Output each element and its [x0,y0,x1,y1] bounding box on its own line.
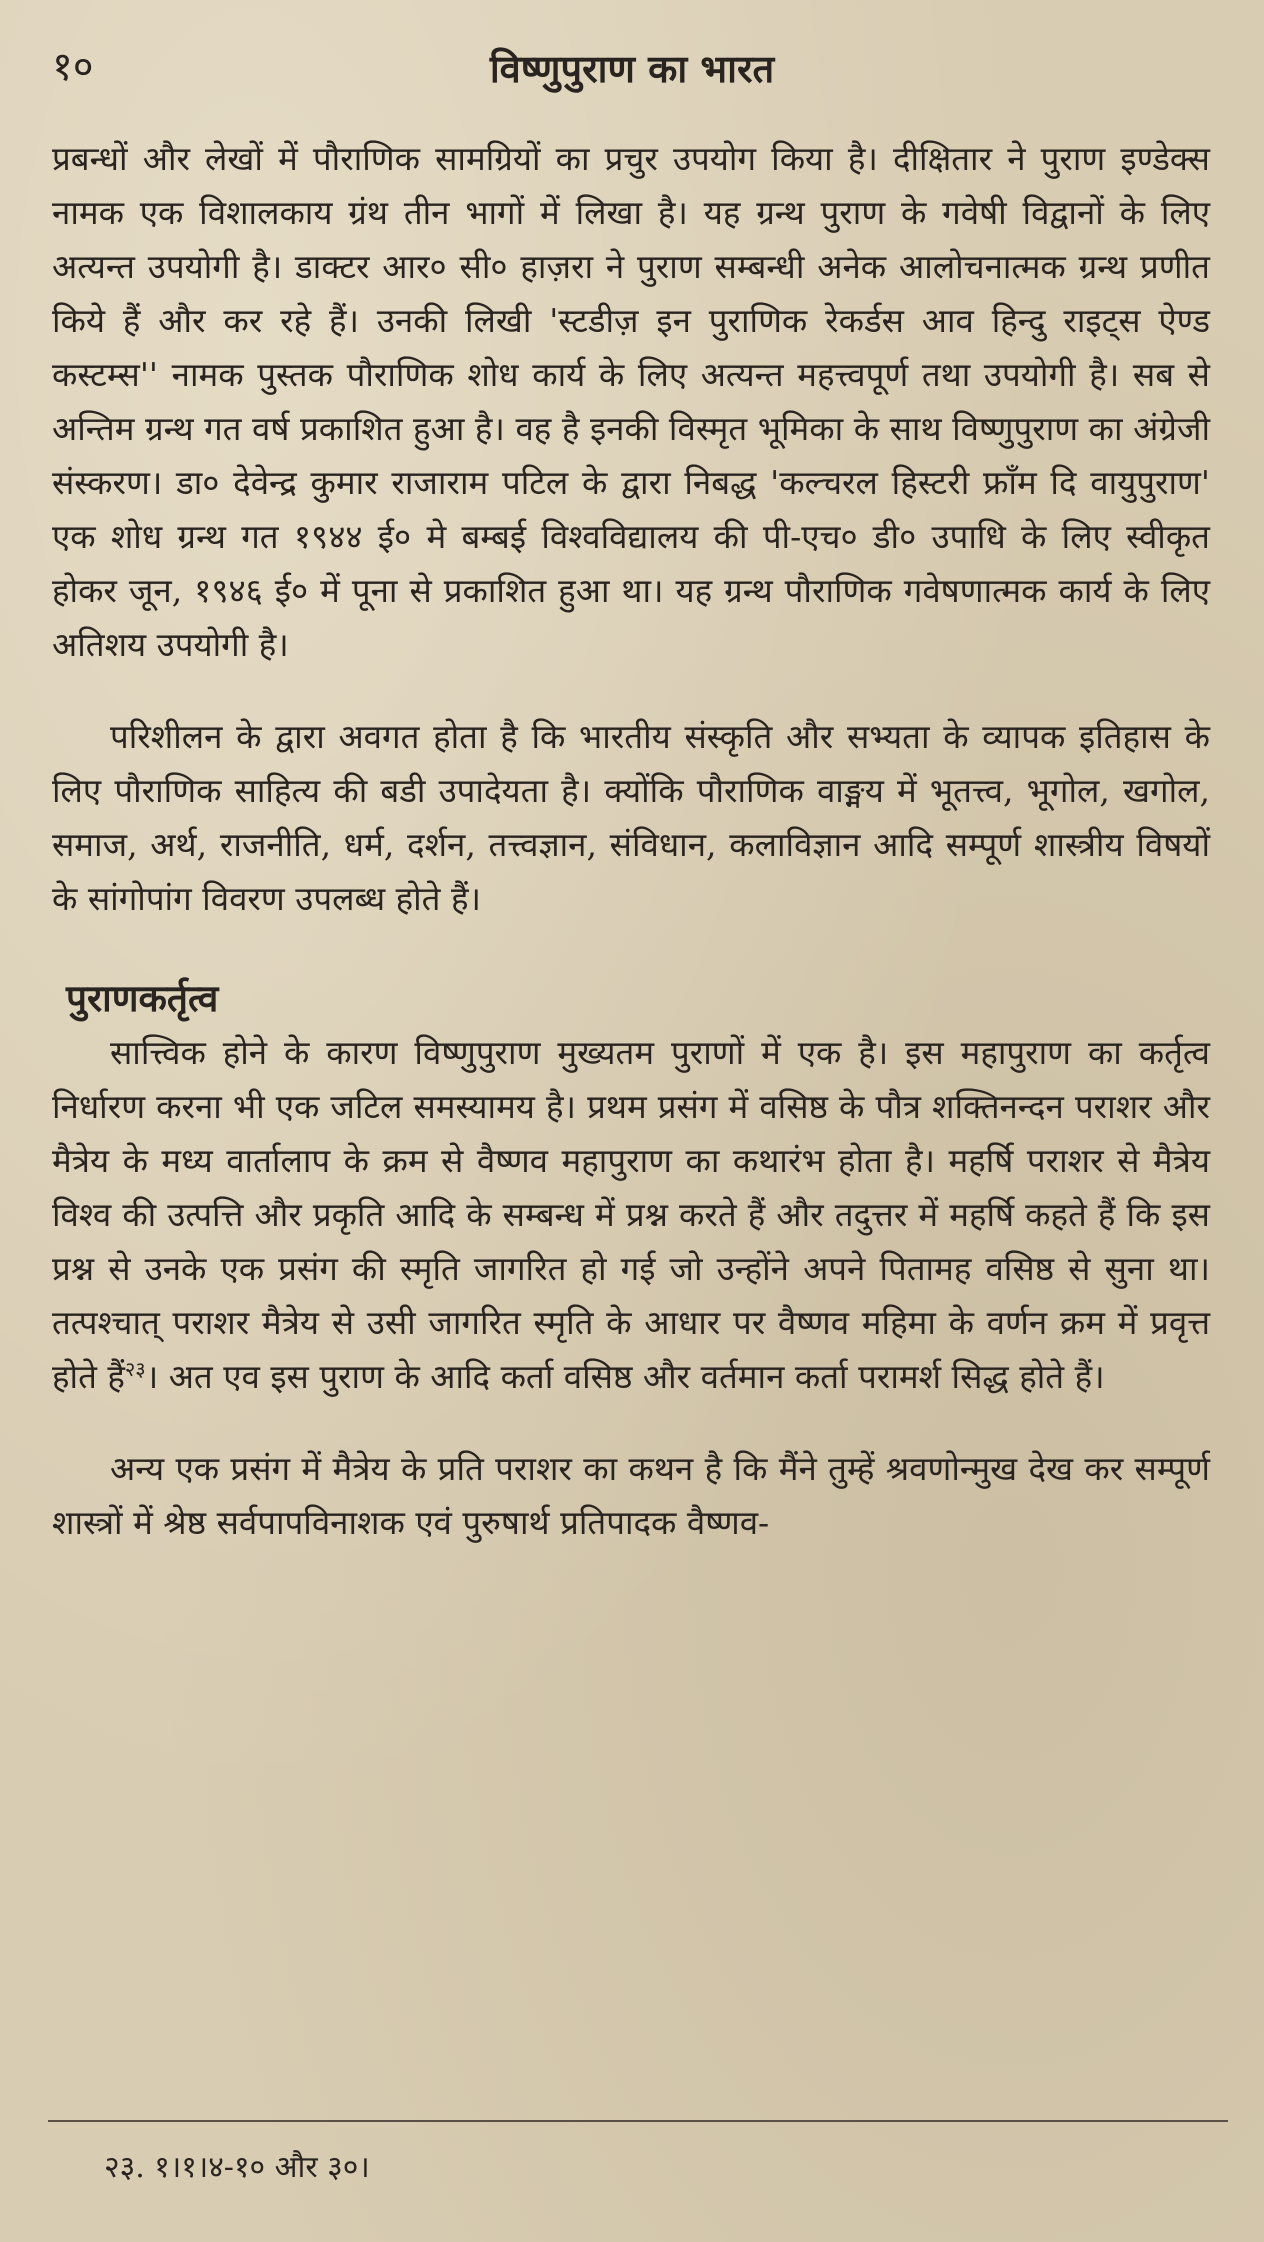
footnote: २३. १।१।४-१० और ३०। [104,2150,370,2185]
page-number: १० [52,44,94,90]
section-heading: पुराणकर्तृत्व [66,976,219,1020]
paragraph-3-text-end: । अत एव इस पुराण के आदि कर्ता वसिष्ठ और वर्तमान कर्ता परामर्श सिद्ध होते हैं। [145,1357,1105,1396]
footnote-reference: २३ [124,1357,146,1381]
running-head: विष्णुपुराण का भारत [489,46,775,91]
body-text [52,132,1210,1550]
paragraph-2: परिशीलन के द्वारा अवगत होता है कि भारतीय संस्कृति और सभ्यता के व्यापक इतिहास के लिए पौराणिक साहित्य की बडी उपादेयता है। क्योंकि पौराणिक वाङ्मय में भूतत्त्व, भूगोल, खगोल, समाज, अर्थ, राजनीति, धर्म, दर्शन, तत्त्वज्ञान, संविधान, कलाविज्ञान आदि सम्पूर्ण शास्त्रीय विषयों के सांगोपांग विवरण उपलब्ध होते हैं। [52,717,1210,918]
paragraph-3 [52,1026,1210,1404]
paragraph-1: प्रबन्धों और लेखों में पौराणिक सामग्रियों का प्रचुर उपयोग किया है। दीक्षितार ने पुराण इण्डेक्स नामक एक विशालकाय ग्रंथ तीन भागों में लिखा है। यह ग्रन्थ पुराण के गवेषी विद्वानों के लिए अत्यन्त उपयोगी है। डाक्टर आर० सी० हाज़रा ने पुराण सम्बन्धी अनेक आलोचनात्मक ग्रन्थ प्रणीत किये हैं और कर रहे हैं। उनकी लिखी 'स्टडीज़ इन पुराणिक रेकर्डस आव हिन्दु राइट्स ऐण्ड कस्टम्स'' नामक पुस्तक पौराणिक शोध कार्य के लिए अत्यन्त महत्त्वपूर्ण तथा उपयोगी है। सब से अन्तिम ग्रन्थ गत वर्ष प्रकाशित हुआ है। वह है इनकी विस्मृत भूमिका के साथ विष्णुपुराण का अंग्रेजी संस्करण। डा० देवेन्द्र कुमार राजाराम पटिल के द्वारा निबद्ध 'कल्चरल हिस्टरी फ्राँम दि वायुपुराण' एक शोध ग्रन्थ गत १९४४ ई० मे बम्बई विश्वविद्यालय की पी-एच० डी० उपाधि के लिए स्वीकृत होकर जून, १९४६ ई० में पूना से प्रकाशित हुआ था। यह ग्रन्थ पौराणिक गवेषणात्मक कार्य के लिए अतिशय उपयोगी है। [52,139,1210,664]
footnote-divider [48,2120,1228,2122]
paragraph-4: अन्य एक प्रसंग में मैत्रेय के प्रति पराशर का कथन है कि मैंने तुम्हें श्रवणोन्मुख देख कर सम्पूर्ण शास्त्रों में श्रेष्ठ सर्वपापविनाशक एवं पुरुषार्थ प्रतिपादक वैष्णव- [52,1449,1210,1542]
paragraph-3-text: सात्त्विक होने के कारण विष्णुपुराण मुख्यतम पुराणों में एक है। इस महापुराण का कर्तृत्व निर्धारण करना भी एक जटिल समस्यामय है। प्रथम प्रसंग में वसिष्ठ के पौत्र शक्तिनन्दन पराशर और मैत्रेय के मध्य वार्तालाप के क्रम से वैष्णव महापुराण का कथारंभ होता है। महर्षि पराशर से मैत्रेय विश्व की उत्पत्ति और प्रकृति आदि के सम्बन्ध में प्रश्न करते हैं और तदुत्तर में महर्षि कहते हैं कि इस प्रश्न से उनके एक प्रसंग की स्मृति जागरित हो गई जो उन्होंने अपने पितामह वसिष्ठ से सुना था। तत्पश्चात् पराशर मैत्रेय से उसी जागरित स्मृति के आधार पर वैष्णव महिमा के वर्णन क्रम में प्रवृत्त होते हैं [52,1033,1210,1396]
